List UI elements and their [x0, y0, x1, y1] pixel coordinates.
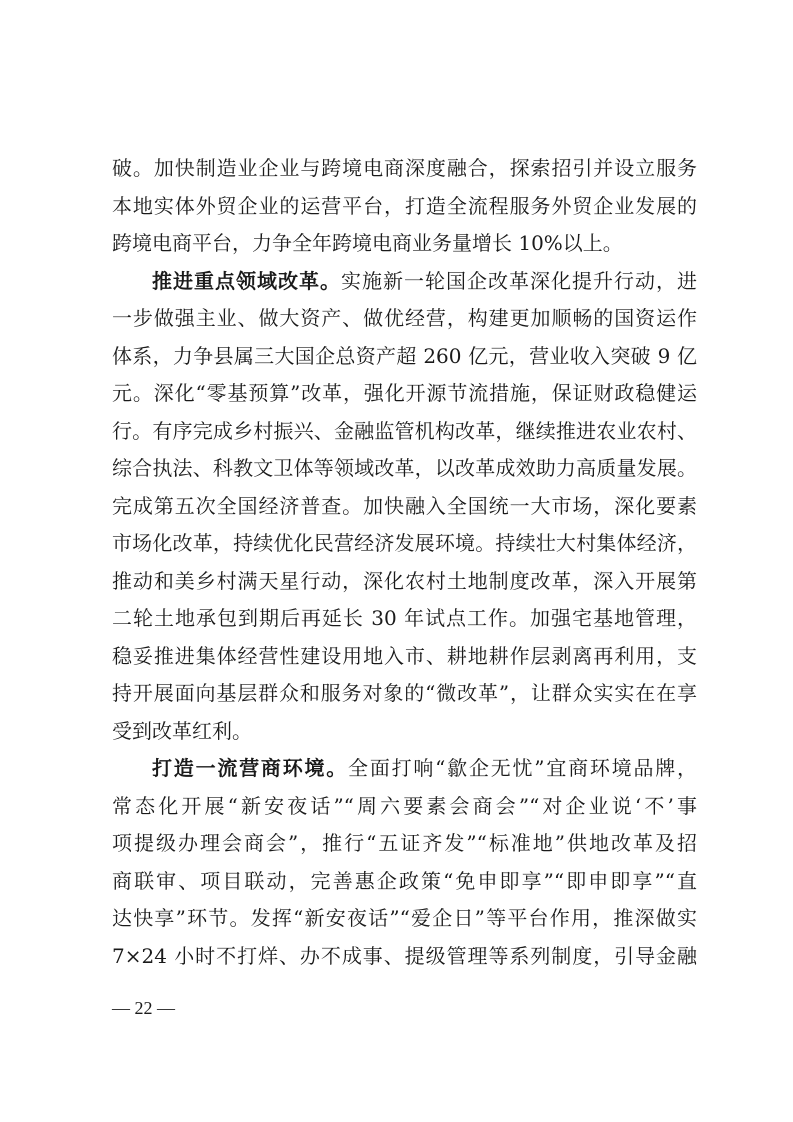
text-line: 推动和美乡村满天星行动，深化农村土地制度改革，深入开展第	[112, 568, 697, 593]
paragraph-reform	[112, 263, 697, 751]
text-line: 稳妥推进集体经营性建设用地入市、耕地耕作层剥离再利用，支	[112, 643, 697, 668]
paragraph-business-environment	[112, 750, 697, 975]
text-line: 项提级办理会商会”，推行“五证齐发”“标准地”供地改革及招	[112, 831, 697, 855]
text-span: 实施新一轮国企改革深化提升行动，进	[341, 268, 697, 293]
text-line: 7×24 小时不打烊、办不成事、提级管理等系列制度，引导金融	[112, 943, 697, 968]
text-line: 受到改革红利。	[112, 718, 252, 743]
section-heading: 推进重点领域改革。	[152, 268, 341, 293]
text-line: 常态化开展“新安夜话”“周六要素会商会”“对企业说‘不’事	[112, 793, 697, 818]
text-line: 一步做强主业、做大资产、做优经营，构建更加顺畅的国资运作	[112, 306, 697, 330]
text-line: 完成第五次全国经济普查。加快融入全国统一大市场，深化要素	[112, 493, 697, 518]
text-line: 破。加快制造业企业与跨境电商深度融合，探索招引并设立服务	[112, 156, 697, 180]
section-heading: 打造一流营商环境。	[152, 756, 349, 780]
text-line	[112, 263, 697, 301]
text-line: 行。有序完成乡村振兴、金融监管机构改革，继续推进农业农村、	[112, 418, 697, 443]
text-line: 体系，力争县属三大国企总资产超 260 亿元，营业收入突破 9 亿	[112, 343, 697, 368]
text-line: 综合执法、科教文卫体等领域改革，以改革成效助力高质量发展。	[112, 456, 697, 480]
text-line: 持开展面向基层群众和服务对象的“微改革”，让群众实实在在享	[112, 681, 697, 705]
paragraph-trade	[112, 150, 697, 263]
text-span: 全面打响“歙企无忧”宜商环境品牌，	[348, 756, 698, 780]
text-line: 二轮土地承包到期后再延长 30 年试点工作。加强宅基地管理，	[112, 606, 697, 630]
text-line: 市场化改革，持续优化民营经济发展环境。持续壮大村集体经济，	[112, 531, 697, 555]
document-body	[112, 150, 697, 975]
text-line: 元。深化“零基预算”改革，强化开源节流措施，保证财政稳健运	[112, 381, 697, 405]
page-number: — 22 —	[112, 998, 175, 1018]
text-line: 达快享”环节。发挥“新安夜话”“爱企日”等平台作用，推深做实	[112, 906, 697, 930]
text-line: 商联审、项目联动，完善惠企政策“免申即享”“即申即享”“直	[112, 868, 697, 893]
text-line: 本地实体外贸企业的运营平台，打造全流程服务外贸企业发展的	[112, 193, 697, 218]
text-line: 跨境电商平台，力争全年跨境电商业务量增长 10%以上。	[112, 231, 623, 255]
text-line	[112, 750, 697, 788]
